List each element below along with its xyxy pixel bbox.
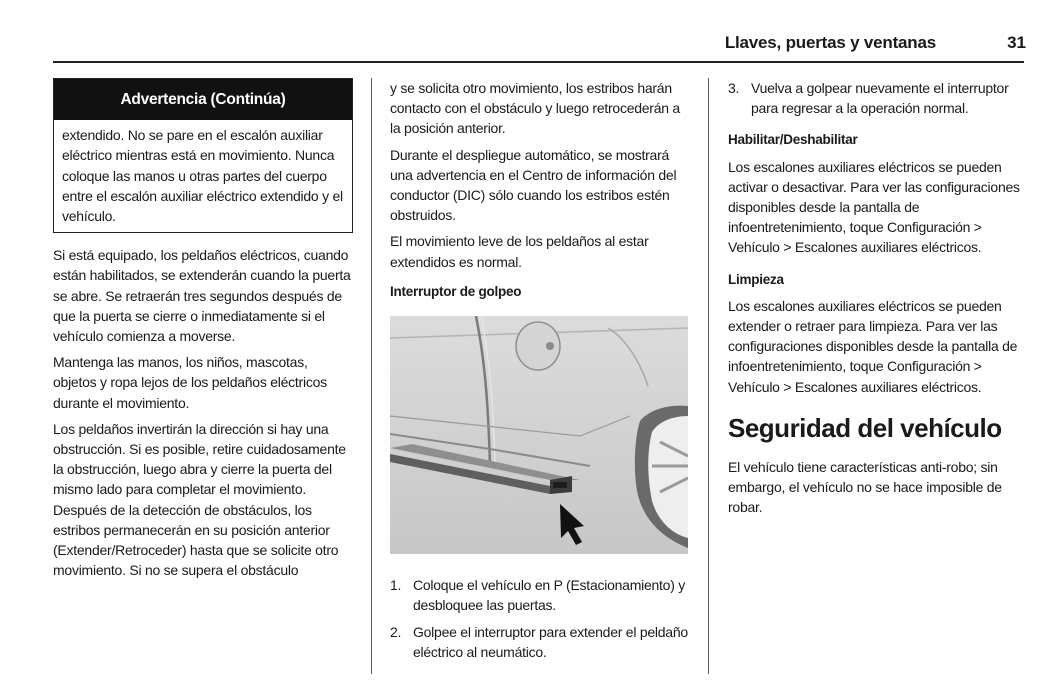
column-divider — [708, 78, 709, 674]
paragraph: Si está equipado, los peldaños eléctricos, cuando están habilitados, se extenderán cuando la puerta se abre. Se retraerán tres segundos después de que la puerta se cierre o inmediatamente si el vehículo comienza a moverse. — [53, 247, 351, 345]
page-number: 31 — [1007, 33, 1026, 52]
section-title: Llaves, puertas y ventanas — [724, 33, 936, 52]
column-3 — [728, 78, 1022, 523]
list-item: 3. Vuelva a golpear nuevamente el interruptor para regresar a la operación normal. — [728, 80, 1009, 117]
column-1 — [53, 78, 353, 586]
running-board-end-cap — [553, 482, 567, 488]
list-item: 2. Golpee el interruptor para extender el peldaño eléctrico al neumático. — [390, 623, 688, 660]
column-divider — [371, 78, 372, 674]
paragraph: y se solicita otro movimiento, los estribos harán contacto con el obstáculo y luego retrocederán a la posición anterior. — [390, 80, 680, 137]
paragraph: Durante el despliegue automático, se mostrará una advertencia en el Centro de información del conductor (DIC) sólo cuando los estribos estén obstruidos. — [390, 146, 677, 224]
warning-title: Advertencia (Continúa) — [54, 79, 352, 120]
subheading-enable-disable: Habilitar/Deshabilitar — [728, 132, 858, 148]
warning-box — [53, 78, 353, 233]
list-item: 1. Coloque el vehículo en P (Estacionamiento) y desbloquee las puertas. — [390, 577, 686, 614]
header-rule — [53, 61, 1024, 63]
paragraph: El vehículo tiene características anti-robo; sin embargo, el vehículo no se hace imposible de robar. — [728, 458, 1002, 516]
fuel-door-latch — [546, 342, 554, 350]
paragraph: Los escalones auxiliares eléctricos se pueden activar o desactivar. Para ver las configuraciones disponibles desde la pantalla de infoentretenimiento, toque Configuración > Vehículo > Escalones auxiliares eléctricos. — [728, 158, 1020, 256]
subheading-kick-switch: Interruptor de golpeo — [390, 283, 522, 299]
steps-list — [390, 575, 690, 662]
running-board-illustration — [390, 316, 688, 554]
warning-text: extendido. No se pare en el escalón auxiliar eléctrico mientras está en movimiento. Nunca coloque las manos u otras partes del cuerpo entre el escalón auxiliar eléctrico extendido y el vehículo. — [62, 127, 343, 225]
paragraph: Los peldaños invertirán la dirección si hay una obstrucción. Si es posible, retire cuidadosamente la obstrucción, luego abra y cierre la puerta del mismo lado para completar el movimiento. Después de la detección de obstáculos, los estribos permanecerán en su posición anterior (Extender/Retroceder) hasta que se solicite otro movimiento. Si no se supera el obstáculo — [53, 420, 346, 579]
section-heading: Seguridad del vehículo — [728, 412, 1002, 443]
paragraph: El movimiento leve de los peldaños al estar extendidos es normal. — [390, 233, 649, 270]
steps-list — [728, 78, 1022, 118]
paragraph: Mantenga las manos, los niños, mascotas, objetos y ropa lejos de los peldaños eléctricos durante el movimiento. — [53, 354, 327, 411]
subheading-cleaning: Limpieza — [728, 271, 784, 287]
column-2 — [390, 78, 690, 668]
paragraph: Los escalones auxiliares eléctricos se pueden extender o retraer para limpieza. Para ver las configuraciones disponibles desde la pantalla de infoentretenimiento, toque Configuración > Vehículo > Escalones auxiliares eléctricos. — [728, 297, 1018, 395]
